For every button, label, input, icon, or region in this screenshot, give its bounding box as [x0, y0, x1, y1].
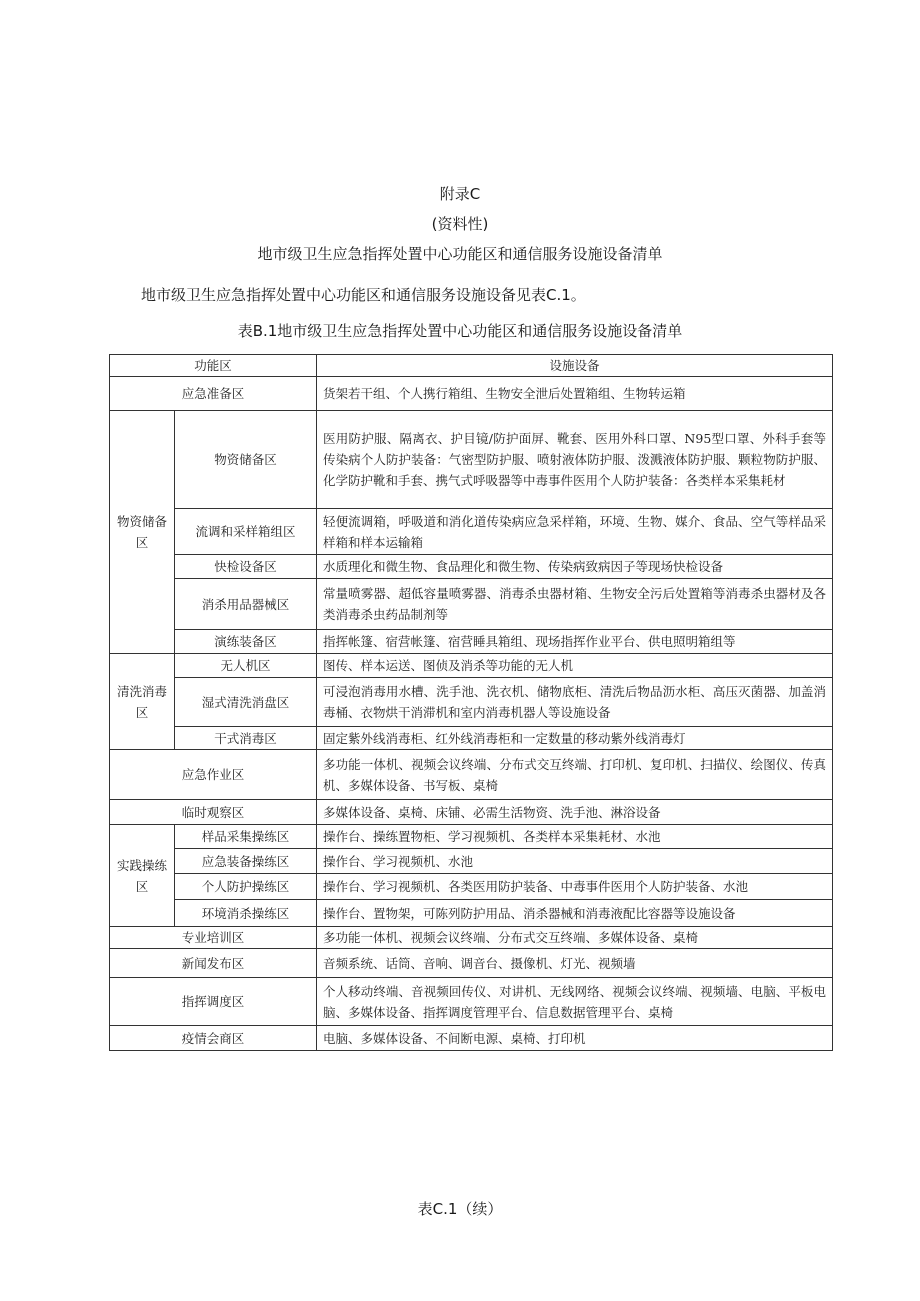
table-row: [110, 800, 833, 825]
table-row: [110, 849, 833, 874]
group-practice: 实践操练区: [110, 825, 175, 927]
area-cell: 环境消杀操练区: [175, 900, 317, 927]
equipment-cell: 操作台、学习视频机、水池: [317, 849, 833, 874]
continued-label: 表C.1（续）: [417, 1200, 503, 1218]
equipment-cell: 图传、样本运送、图侦及消杀等功能的无人机: [317, 654, 833, 678]
equipment-cell: 多媒体设备、桌椅、床铺、必需生活物资、洗手池、淋浴设备: [317, 800, 833, 825]
table-row: [110, 678, 833, 727]
area-cell: 快检设备区: [175, 555, 317, 579]
table-row: [110, 509, 833, 555]
equipment-table: [109, 354, 833, 1051]
area-cell: 疫情会商区: [110, 1026, 317, 1051]
table-row: [110, 411, 833, 509]
header-area: 功能区: [110, 355, 317, 377]
table-row: [110, 579, 833, 630]
equipment-cell: 货架若干组、个人携行箱组、生物安全泄后处置箱组、生物转运箱: [317, 377, 833, 411]
area-cell: 物资储备区: [175, 411, 317, 509]
equipment-cell: 个人移动终端、音视频回传仪、对讲机、无线网络、视频会议终端、视频墙、电脑、平板电脑、多媒体设备、指挥调度管理平台、信息数据管理平台、桌椅: [317, 978, 833, 1026]
table-row: [110, 927, 833, 949]
equipment-cell: 操作台、置物架，可陈列防护用品、消杀器械和消毒液配比容器等设施设备: [317, 900, 833, 927]
equipment-cell: 操作台、操练置物柜、学习视频机、各类样本采集耗材、水池: [317, 825, 833, 849]
appendix-type: (资料性): [431, 215, 489, 233]
document-title: 地市级卫生应急指挥处置中心功能区和通信服务设施设备清单: [257, 245, 663, 263]
table-row: [110, 654, 833, 678]
equipment-cell: 医用防护服、隔离衣、护目镜/防护面屏、靴套、医用外科口罩、N95型口罩、外科手套等传染病个人防护装备：气密型防护服、喷射液体防护服、泼溅液体防护服、颗粒物防护服、化学防护靴和手套、携气式呼吸器等中毒事件医用个人防护装备：各类样本采集耗材: [317, 411, 833, 509]
equipment-cell: 多功能一体机、视频会议终端、分布式交互终端、多媒体设备、桌椅: [317, 927, 833, 949]
table-row: [110, 825, 833, 849]
table-row: [110, 874, 833, 900]
table-row: [110, 1026, 833, 1051]
appendix-title: 附录C: [439, 185, 481, 203]
equipment-cell: 音频系统、话筒、音响、调音台、摄像机、灯光、视频墙: [317, 949, 833, 978]
equipment-cell: 多功能一体机、视频会议终端、分布式交互终端、打印机、复印机、扫描仪、绘图仪、传真机、多媒体设备、书写板、桌椅: [317, 750, 833, 800]
equipment-cell: 常量喷雾器、超低容量喷雾器、消毒杀虫器材箱、生物安全污后处置箱等消毒杀虫器材及各类消毒杀虫药品制剂等: [317, 579, 833, 630]
table-caption: 表B.1地市级卫生应急指挥处置中心功能区和通信服务设施设备清单: [237, 322, 683, 340]
area-cell: 流调和采样箱组区: [175, 509, 317, 555]
equipment-cell: 操作台、学习视频机、各类医用防护装备、中毒事件医用个人防护装备、水池: [317, 874, 833, 900]
group-supply: 物资储备区: [110, 411, 175, 654]
equipment-cell: 水质理化和微生物、食品理化和微生物、传染病致病因子等现场快检设备: [317, 555, 833, 579]
table-row: [110, 750, 833, 800]
area-cell: 新闻发布区: [110, 949, 317, 978]
table-row: [110, 900, 833, 927]
equipment-cell: 指挥帐篷、宿营帐篷、宿营睡具箱组、现场指挥作业平台、供电照明箱组等: [317, 630, 833, 654]
area-cell: 干式消毒区: [175, 727, 317, 750]
table-row: [110, 727, 833, 750]
equipment-cell: 可浸泡消毒用水槽、洗手池、洗衣机、储物底柜、清洗后物品沥水柜、高压灭菌器、加盖消毒桶、衣物烘干消滞机和室内消毒机器人等设施设备: [317, 678, 833, 727]
area-cell: 应急作业区: [110, 750, 317, 800]
table-row: [110, 377, 833, 411]
equipment-cell: 电脑、多媒体设备、不间断电源、桌椅、打印机: [317, 1026, 833, 1051]
area-cell: 临时观察区: [110, 800, 317, 825]
header-equipment: 设施设备: [317, 355, 833, 377]
area-cell: 专业培训区: [110, 927, 317, 949]
intro-text: 地市级卫生应急指挥处置中心功能区和通信服务设施设备见表C.1。: [141, 286, 586, 304]
area-cell: 无人机区: [175, 654, 317, 678]
area-cell: 指挥调度区: [110, 978, 317, 1026]
area-cell: 应急装备操练区: [175, 849, 317, 874]
area-cell: 湿式清洗消盘区: [175, 678, 317, 727]
area-cell: 演练装备区: [175, 630, 317, 654]
group-clean: 清洗消毒区: [110, 654, 175, 750]
area-cell: 个人防护操练区: [175, 874, 317, 900]
table-header-row: [110, 355, 833, 377]
area-cell: 消杀用品器械区: [175, 579, 317, 630]
area-cell: 样品采集操练区: [175, 825, 317, 849]
table-row: [110, 978, 833, 1026]
table-row: [110, 630, 833, 654]
area-cell: 应急准备区: [110, 377, 317, 411]
table-row: [110, 949, 833, 978]
equipment-cell: 固定紫外线消毒柜、红外线消毒柜和一定数量的移动紫外线消毒灯: [317, 727, 833, 750]
table-row: [110, 555, 833, 579]
equipment-cell: 轻便流调箱，呼吸道和消化道传染病应急采样箱，环境、生物、媒介、食品、空气等样品采样箱和样本运输箱: [317, 509, 833, 555]
